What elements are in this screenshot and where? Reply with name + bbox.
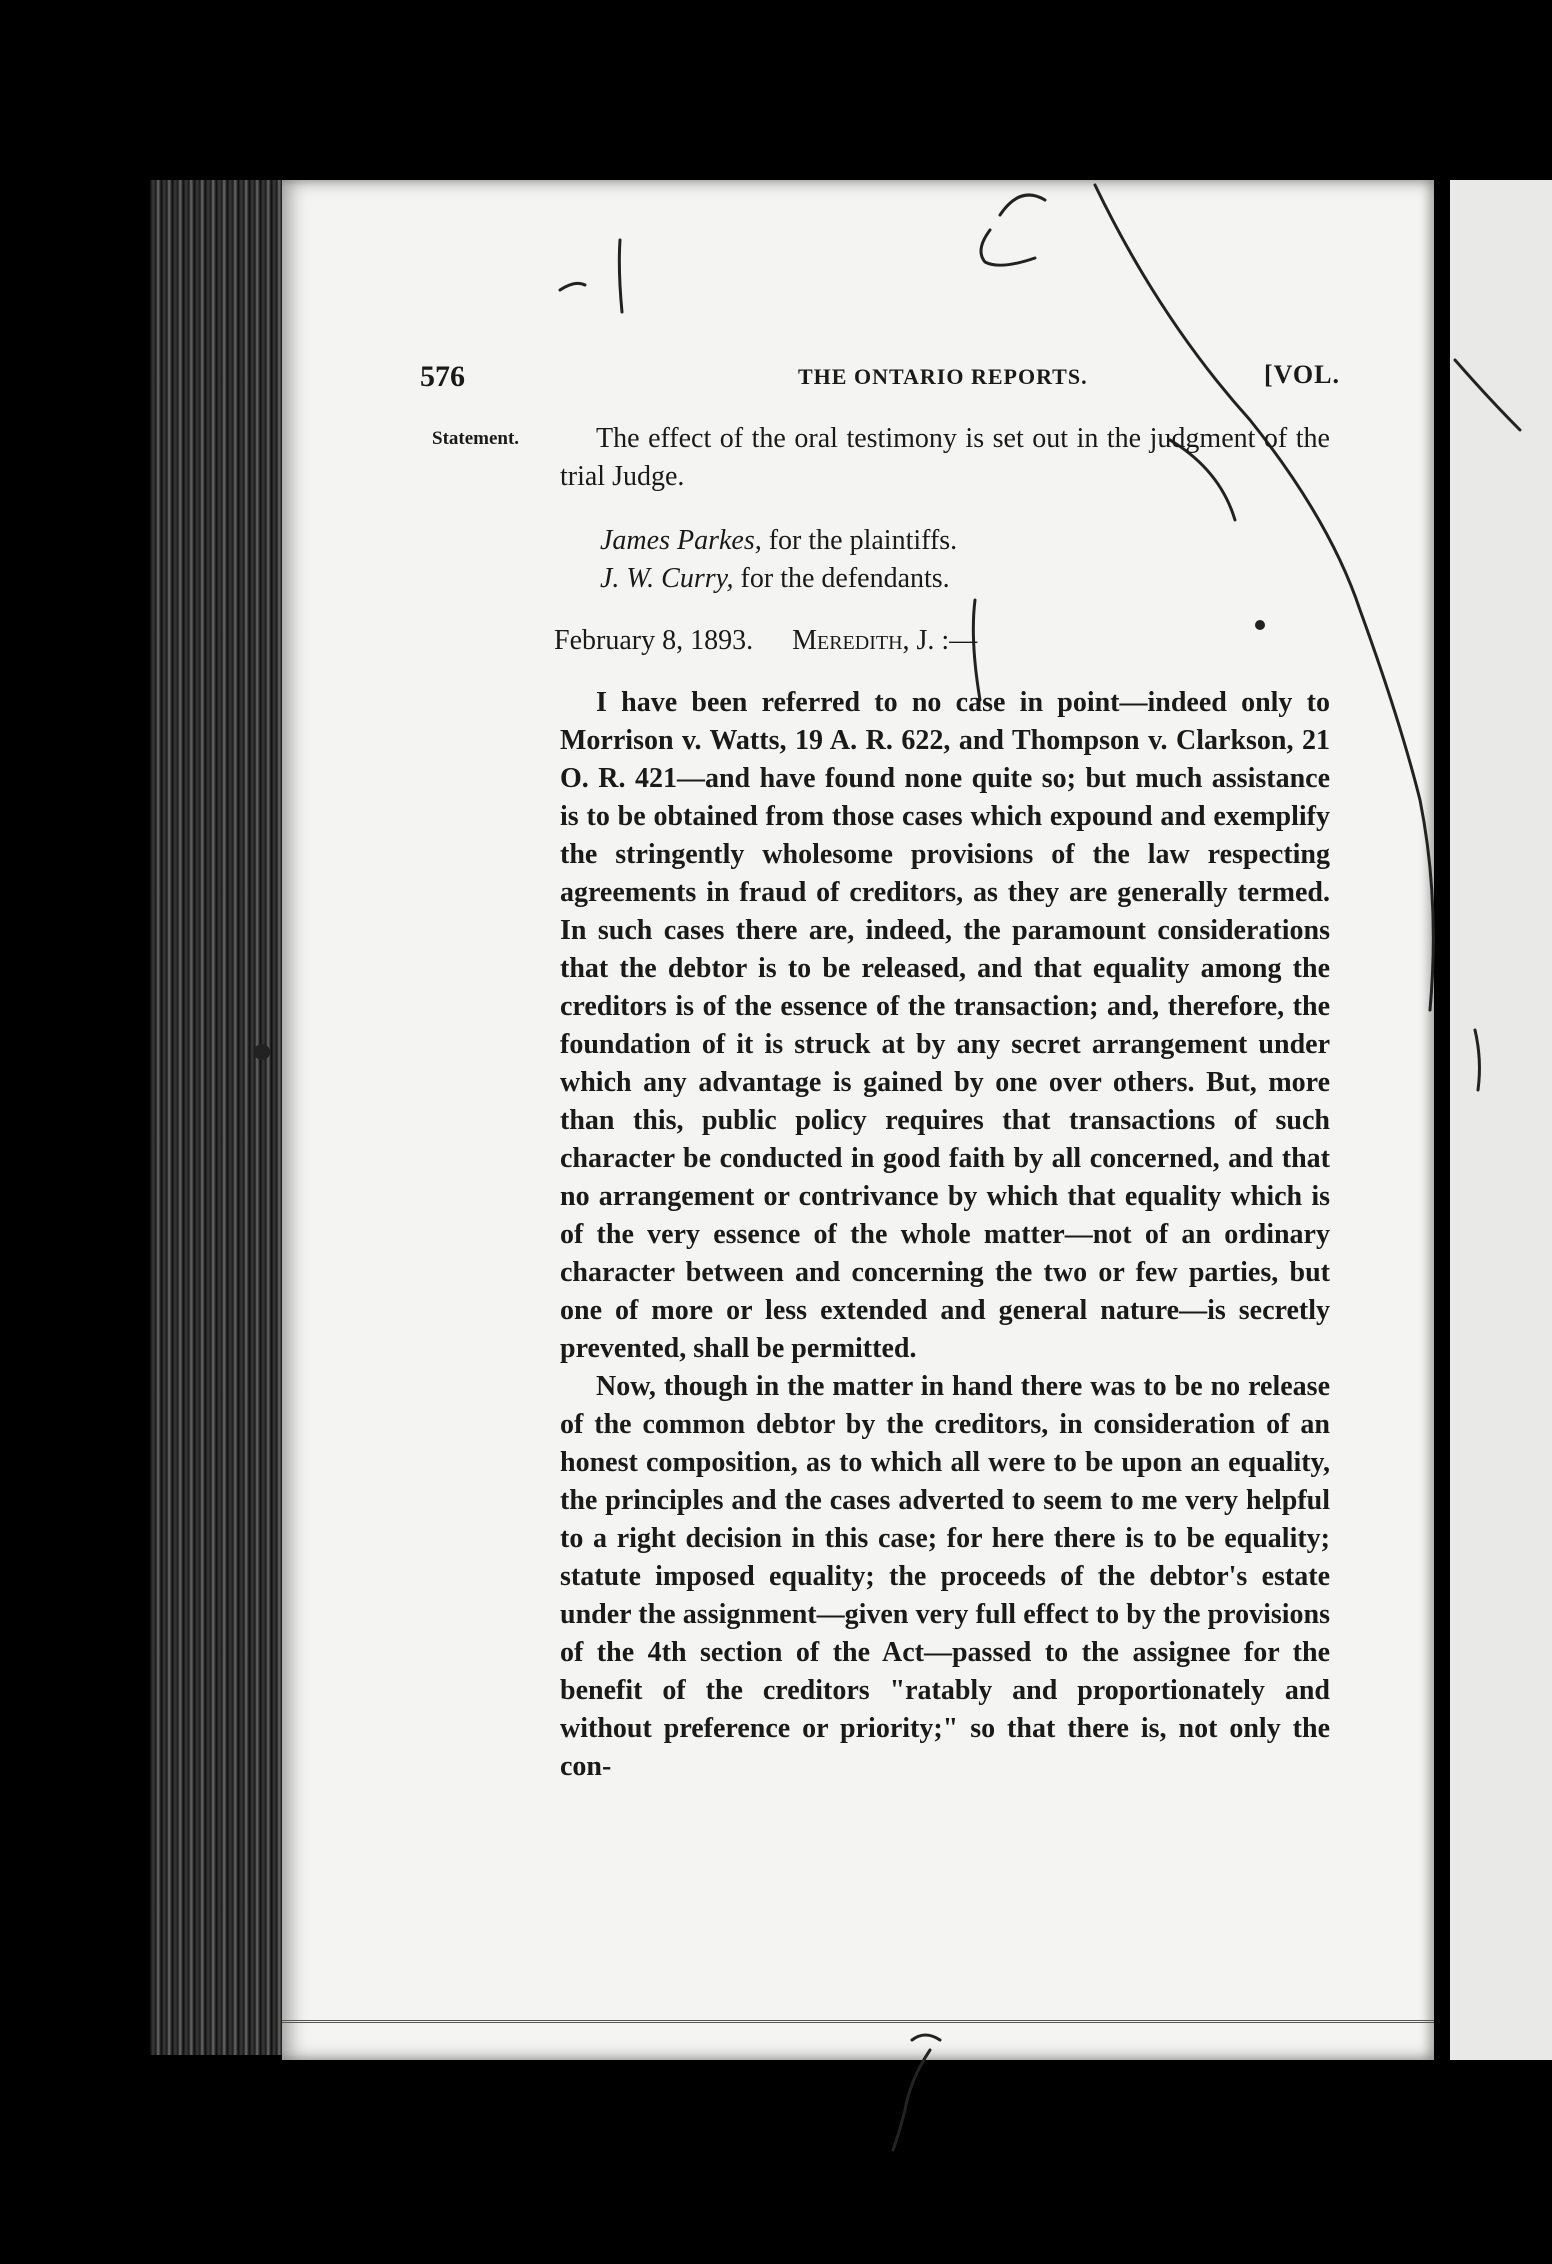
counsel-plaintiffs bbox=[600, 522, 1330, 560]
marginal-note: Statement. bbox=[432, 428, 520, 449]
opinion-paragraph: Now, though in the matter in hand there was to be no release of the common debtor by the creditors, in consideration of an honest composition, as to which all were to be upon an equality, the principles and the cases adverted to seem to me very helpful to a right decision in this case; for here there is to be equality; statute imposed equality; the proceeds of the debtor's estate under the assignment—given very full effect to by the provisions of the 4th section of the Act—passed to the assignee for the benefit of the creditors "ratably and proportionately and without preference or priority;" so that there is, not only the con- bbox=[560, 1371, 1330, 1782]
counsel-role: for the defendants. bbox=[740, 563, 950, 594]
page-body bbox=[554, 420, 1330, 1786]
facing-page-edge bbox=[1450, 180, 1552, 2060]
page-number: 576 bbox=[420, 360, 465, 393]
page-bottom-border bbox=[282, 2020, 1434, 2063]
volume-label: [VOL. bbox=[1264, 360, 1340, 389]
opinion-paragraph: I have been referred to no case in point—indeed only to Morrison v. Watts, 19 A. R. 622, and Thompson v. Clarkson, 21 O. R. 421—and have found none quite so; but much assistance is to be obtained from those cases which expound and exemplify the stringently wholesome provisions of the law respecting agreements in fraud of creditors, as they are generally termed. In such cases there are, indeed, the paramount considerations that the debtor is to be released, and that equality among the creditors is of the essence of the transaction; and, therefore, the foundation of it is struck at by any secret arrangement under which any advantage is gained by one over others. But, more than this, public policy requires that transactions of such character be conducted in good faith by all concerned, and that no arrangement or contrivance by which that equality which is of the very essence of the whole matter—not of an ordinary character between and concerning the two or few parties, but one of more or less extended and general nature—is secretly prevented, shall be permitted. bbox=[560, 687, 1330, 1364]
judge-name: Meredith, J. :— bbox=[792, 625, 978, 656]
page-header bbox=[420, 360, 1340, 400]
counsel-role: for the plaintiffs. bbox=[768, 525, 958, 556]
statement-paragraph: The effect of the oral testimony is set out in the judgment of the trial Judge. bbox=[560, 423, 1330, 492]
counsel-name: J. W. Curry, bbox=[600, 563, 734, 594]
opinion-text bbox=[560, 684, 1330, 1786]
counsel-name: James Parkes, bbox=[600, 525, 762, 556]
running-title: THE ONTARIO REPORTS. bbox=[798, 364, 1088, 389]
page-edges-stack bbox=[150, 180, 290, 2055]
counsel-defendants bbox=[600, 560, 1330, 598]
decision-line bbox=[554, 622, 1330, 660]
decision-date: February 8, 1893. bbox=[554, 625, 754, 656]
counsel-list bbox=[560, 522, 1330, 598]
bottom-ink-mark bbox=[893, 2050, 930, 2150]
